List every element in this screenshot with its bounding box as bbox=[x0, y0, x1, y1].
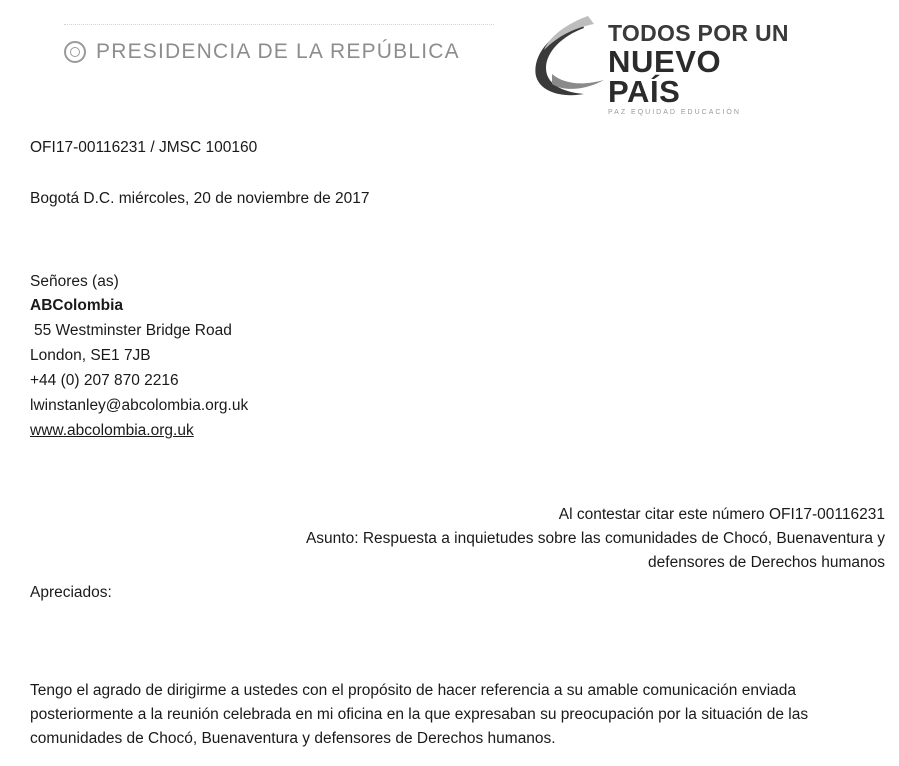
recipient-address: 55 Westminster Bridge Road bbox=[34, 322, 232, 339]
header-divider bbox=[64, 24, 494, 26]
recipient-phone: +44 (0) 207 870 2216 bbox=[30, 372, 179, 389]
greeting: Apreciados: bbox=[30, 584, 112, 601]
slogan-line-2: NUEVO PAÍS bbox=[608, 44, 722, 109]
reference-number: OFI17-00116231 / JMSC 100160 bbox=[30, 139, 258, 156]
body-paragraph: Tengo el agrado de dirigirme a ustedes con el propósito de hacer referencia a su amable comunicación enviada posteriormente a la reunión celebrada en mi oficina en la que expresaban su preocupación por la situación de las comunidades de Chocó, Buenaventura y defensores de Derechos humanos. bbox=[30, 682, 809, 747]
citation-line: Al contestar citar este número OFI17-00116231 bbox=[558, 506, 885, 523]
recipient-city: London, SE1 7JB bbox=[30, 347, 151, 364]
seal-icon bbox=[64, 41, 86, 63]
swoosh-logo-icon bbox=[522, 14, 612, 100]
presidencia-title: PRESIDENCIA DE LA REPÚBLICA bbox=[96, 40, 460, 63]
recipient-salutation: Señores (as) bbox=[30, 273, 119, 290]
todos-por-un-nuevo-pais-logo bbox=[522, 14, 792, 116]
recipient-email[interactable]: lwinstanley@abcolombia.org.uk bbox=[30, 397, 249, 414]
subject-line-1: Asunto: Respuesta a inquietudes sobre las comunidades de Chocó, Buenaventura y bbox=[305, 530, 885, 547]
presidencia-header bbox=[64, 40, 460, 64]
recipient-website[interactable]: www.abcolombia.org.uk bbox=[30, 422, 194, 439]
recipient-org: ABColombia bbox=[30, 297, 123, 314]
subject-line-2: defensores de Derechos humanos bbox=[648, 554, 885, 571]
date-line: Bogotá D.C. miércoles, 20 de noviembre de 2017 bbox=[30, 190, 370, 207]
slogan-line-1: TODOS POR UN bbox=[608, 20, 789, 46]
slogan-tagline: PAZ EQUIDAD EDUCACIÓN bbox=[608, 109, 741, 116]
